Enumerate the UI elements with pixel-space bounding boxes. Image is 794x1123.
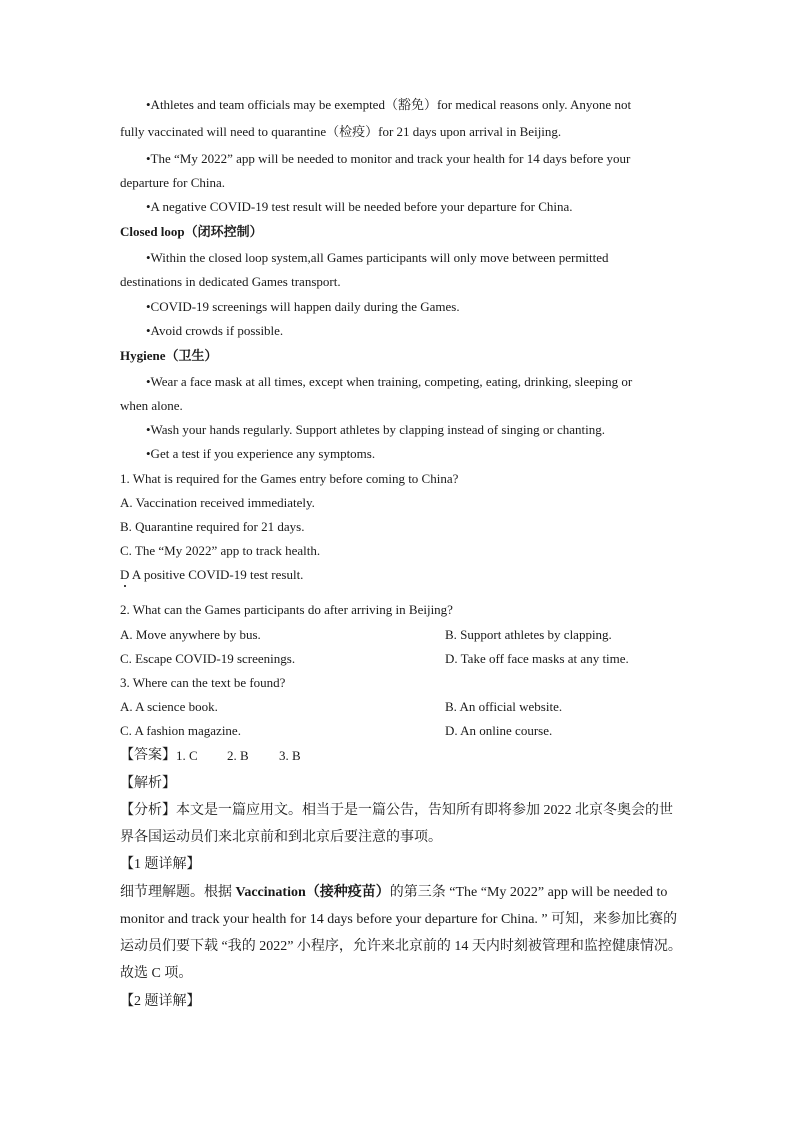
q3-option-b: B. An official website.	[445, 699, 563, 714]
q1-option-c: C. The “My 2022” app to track health.	[120, 543, 321, 558]
vaccination-bullet-2-line-1: •The “My 2022” app will be needed to monitor and track your health for 14 days before your	[146, 151, 631, 166]
detail-1-suffix: 的第三条 “The “My 2022” app will be needed to	[389, 885, 668, 900]
answer-2: 2. B	[227, 748, 249, 763]
hygiene-bullet-2: •Wash your hands regularly. Support athletes by clapping instead of singing or chanting.	[146, 422, 606, 437]
hygiene-heading: Hygiene（卫生）	[120, 348, 218, 363]
closed-loop-heading: Closed loop（闭环控制）	[120, 224, 263, 239]
hygiene-bullet-3: •Get a test if you experience any symptoms.	[146, 446, 376, 461]
hygiene-bullet-1-line-2: when alone.	[120, 398, 183, 413]
closed-loop-bullet-1-line-2: destinations in dedicated Games transport.	[120, 274, 341, 289]
q2-option-b: B. Support athletes by clapping.	[445, 627, 612, 642]
q1-option-a: A. Vaccination received immediately.	[120, 495, 315, 510]
detail-1-label: 【1 题详解】	[120, 857, 201, 872]
analysis-intro-line-1	[120, 803, 673, 819]
vaccination-bullet-1-line-1: •Athletes and team officials may be exempted（豁免）for medical reasons only. Anyone not	[146, 97, 632, 112]
detail-1-line-4: 故选 C 项。	[120, 966, 193, 981]
analysis-intro-label: 【分析】	[120, 803, 176, 818]
analysis-intro-line-2: 界各国运动员们来北京前和到北京后要注意的事项。	[120, 830, 442, 845]
detail-1-line-3: 运动员们要下载 “我的 2022” 小程序，允许来北京前的 14 天内时刻被管理和监控健康情况。	[120, 939, 682, 954]
vaccination-bullet-3: •A negative COVID-19 test result will be needed before your departure for China.	[146, 199, 573, 214]
q3-option-d: D. An online course.	[445, 723, 553, 738]
detail-1-prefix: 细节理解题。根据	[120, 885, 236, 900]
vaccination-bullet-2-line-2: departure for China.	[120, 175, 226, 190]
detail-2-label: 【2 题详解】	[120, 994, 201, 1009]
closed-loop-bullet-2: •COVID-19 screenings will happen daily during the Games.	[146, 299, 460, 314]
answer-3: 3. B	[279, 748, 301, 763]
vaccination-bullet-1-line-2: fully vaccinated will need to quarantine（检疫）for 21 days upon arrival in Beijing.	[120, 124, 562, 139]
q1-stem: 1. What is required for the Games entry before coming to China?	[120, 471, 459, 486]
detail-1-line-2: monitor and track your health for 14 days before your departure for China. ” 可知，来参加比赛的	[120, 912, 678, 927]
q2-stem: 2. What can the Games participants do after arriving in Beijing?	[120, 602, 453, 617]
answer-1: 1. C	[176, 748, 198, 763]
closed-loop-bullet-1-line-1: •Within the closed loop system,all Games participants will only move between permitted	[146, 250, 609, 265]
closed-loop-bullet-3: •Avoid crowds if possible.	[146, 323, 284, 338]
stray-dot-mark	[124, 585, 126, 587]
analysis-label: 【解析】	[120, 776, 176, 791]
q2-option-d: D. Take off face masks at any time.	[445, 651, 629, 666]
q1-option-b: B. Quarantine required for 21 days.	[120, 519, 305, 534]
q2-option-a: A. Move anywhere by bus.	[120, 627, 261, 642]
q3-option-a: A. A science book.	[120, 699, 218, 714]
q2-option-c: C. Escape COVID-19 screenings.	[120, 651, 296, 666]
analysis-intro-text: 本文是一篇应用文。相当于是一篇公告，告知所有即将参加 2022 北京冬奥会的世	[176, 803, 673, 818]
q3-stem: 3. Where can the text be found?	[120, 675, 286, 690]
detail-1-bold: Vaccination（接种疫苗）	[235, 885, 390, 900]
q3-option-c: C. A fashion magazine.	[120, 723, 241, 738]
hygiene-bullet-1-line-1: •Wear a face mask at all times, except when training, competing, eating, drinking, sleeping or	[146, 374, 633, 389]
q1-option-d: D A positive COVID-19 test result.	[120, 567, 304, 582]
detail-1-line-1	[120, 885, 667, 901]
answer-label: 【答案】	[120, 748, 176, 763]
